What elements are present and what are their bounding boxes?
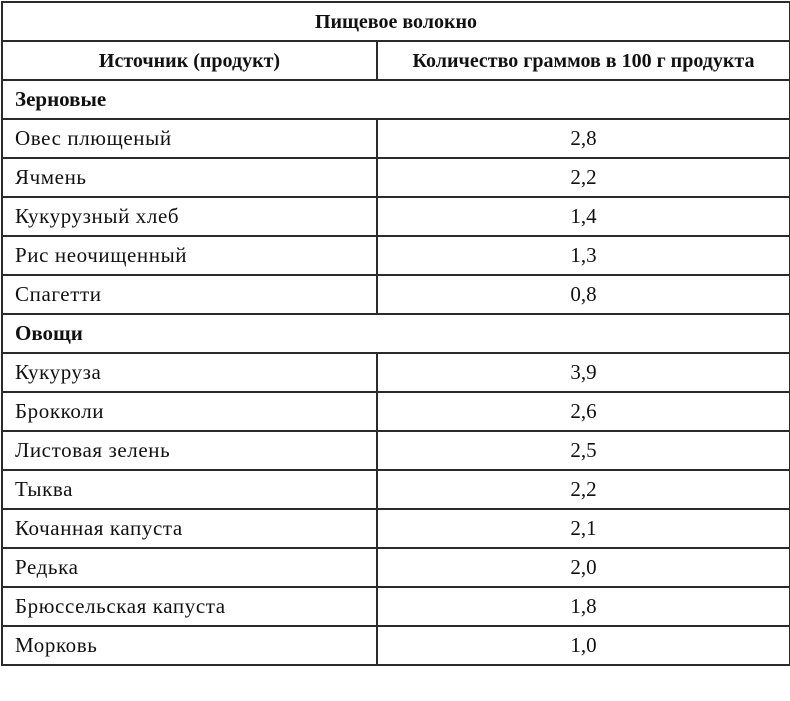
product-name: Тыква [2,470,377,509]
product-name: Кочанная капуста [2,509,377,548]
group-row [2,314,790,353]
fiber-table [1,1,790,666]
table-row [2,392,790,431]
fiber-value: 2,2 [377,158,790,197]
group-label-vegetables: Овощи [2,314,790,353]
fiber-value: 1,8 [377,587,790,626]
product-name: Кукуруза [2,353,377,392]
table-row [2,509,790,548]
fiber-value: 2,6 [377,392,790,431]
product-name: Рис неочищенный [2,236,377,275]
fiber-value: 2,2 [377,470,790,509]
product-name: Спагетти [2,275,377,314]
fiber-value: 2,1 [377,509,790,548]
fiber-value: 1,3 [377,236,790,275]
product-name: Брюссельская капуста [2,587,377,626]
table-title: Пищевое волокно [2,2,790,41]
fiber-value: 0,8 [377,275,790,314]
table-row [2,431,790,470]
fiber-value: 2,0 [377,548,790,587]
fiber-value: 3,9 [377,353,790,392]
header-row [2,41,790,80]
product-name: Брокколи [2,392,377,431]
product-name: Овес плющеный [2,119,377,158]
header-amount: Количество граммов в 100 г продукта [377,41,790,80]
fiber-value: 1,4 [377,197,790,236]
fiber-value: 2,8 [377,119,790,158]
product-name: Кукурузный хлеб [2,197,377,236]
title-row [2,2,790,41]
fiber-value: 2,5 [377,431,790,470]
table-row [2,548,790,587]
table-row [2,470,790,509]
table-row [2,275,790,314]
table-row [2,587,790,626]
table-row [2,119,790,158]
product-name: Редька [2,548,377,587]
table-row [2,626,790,665]
group-label-grains: Зерновые [2,80,790,119]
table-row [2,197,790,236]
table-row [2,158,790,197]
product-name: Морковь [2,626,377,665]
group-row [2,80,790,119]
header-source: Источник (продукт) [2,41,377,80]
product-name: Листовая зелень [2,431,377,470]
table-row [2,353,790,392]
product-name: Ячмень [2,158,377,197]
fiber-value: 1,0 [377,626,790,665]
table-row [2,236,790,275]
